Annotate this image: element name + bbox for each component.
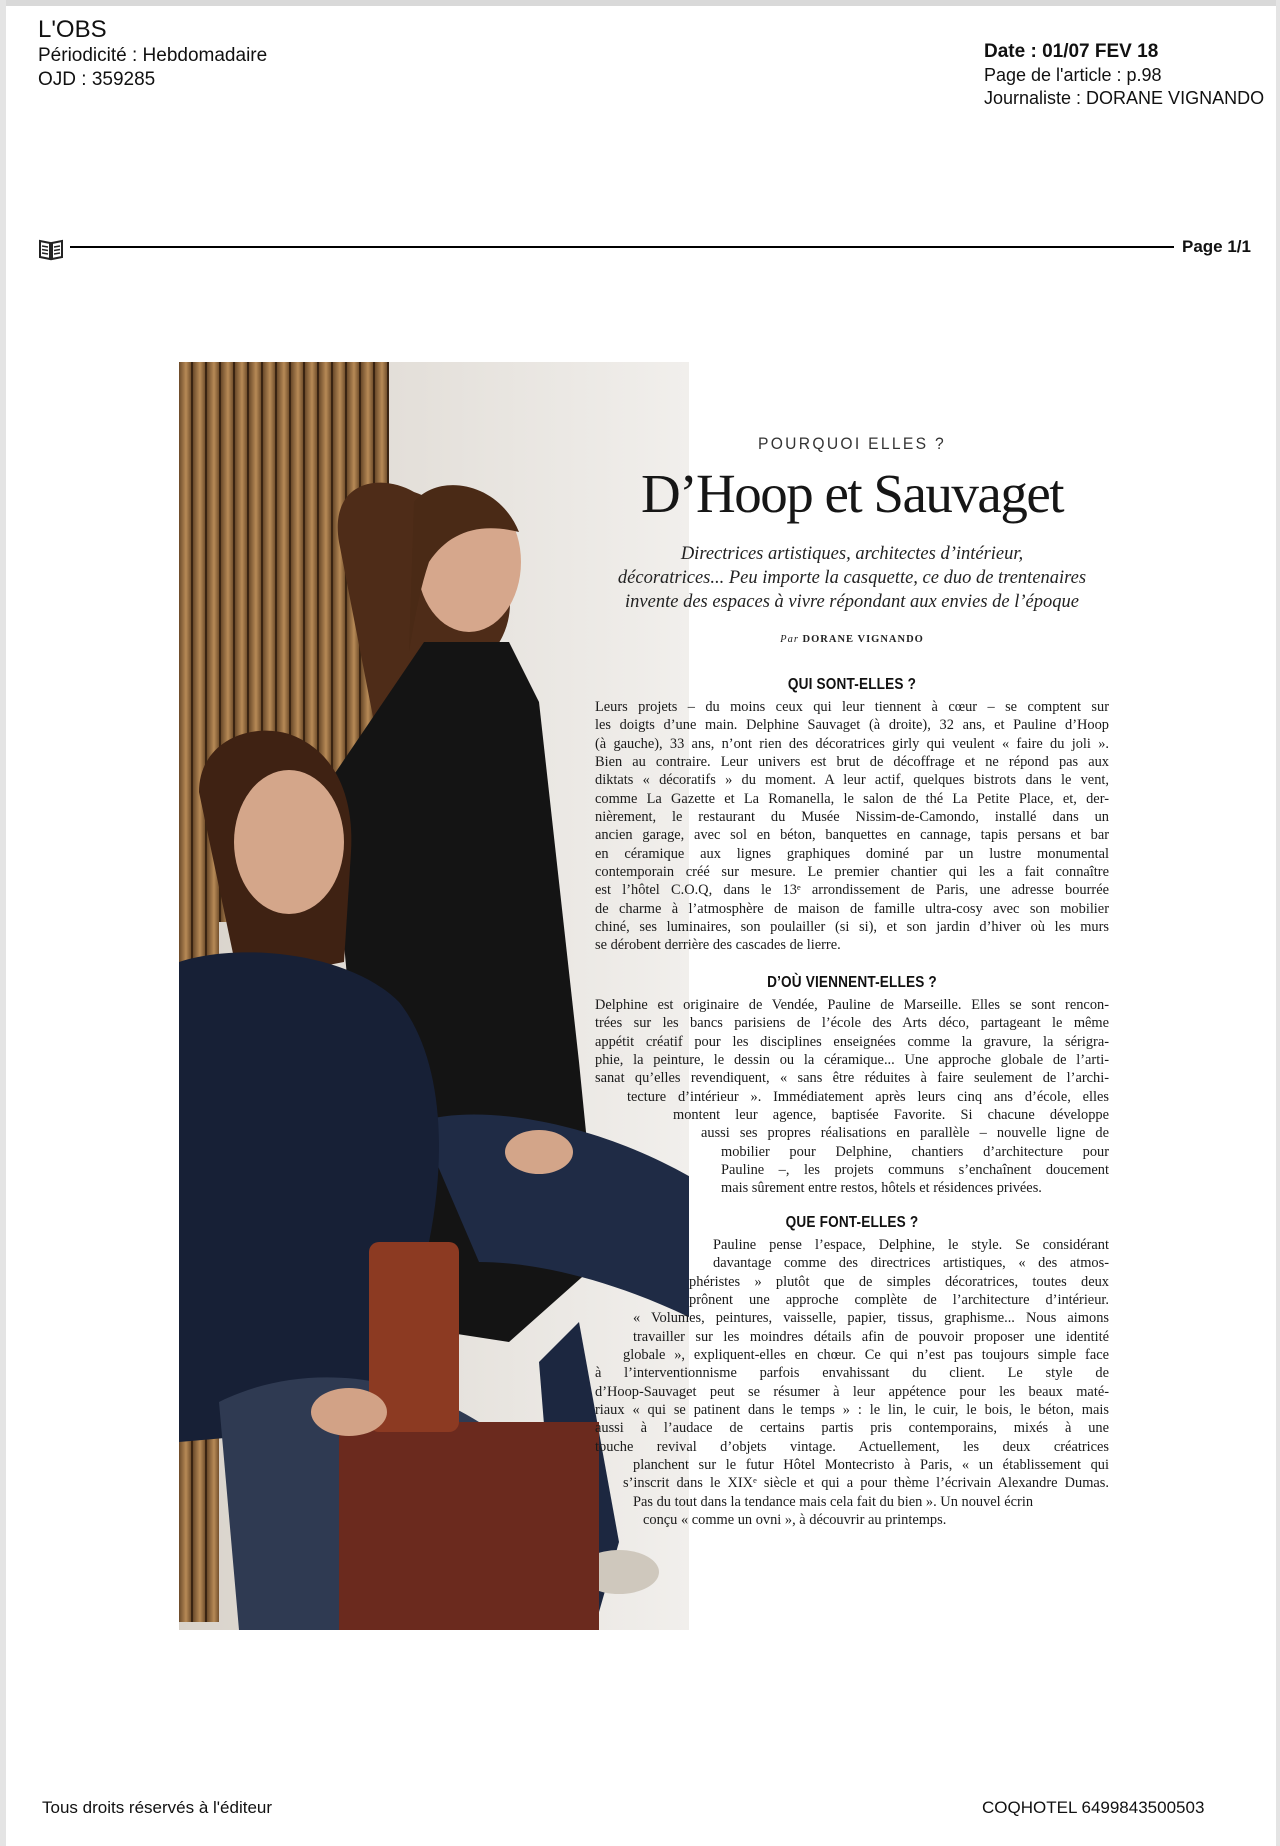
text-line: « Volumes, peintures, vaisselle, papier, tissus, graphisme... Nous aimons xyxy=(633,1310,1109,1327)
page-frame-top xyxy=(0,0,1280,6)
text-line: Pauline –, les projets communs s’enchaînent doucement xyxy=(721,1162,1109,1179)
text-line: globale », expliquent-elles en chœur. Ce qui n’est pas toujours simple face xyxy=(623,1347,1109,1364)
text-line: de charme à l’atmosphère de maison de famille ultra-cosy avec son mobilier xyxy=(595,900,1109,917)
text-line: trées sur les bancs parisiens de l’école des Arts déco, partageant le même xyxy=(595,1015,1109,1032)
byline-name: DORANE VIGNANDO xyxy=(802,634,924,645)
text-line: phéristes » plutôt que de simples décoratrices, toutes deux xyxy=(689,1273,1109,1290)
text-line: mais sûrement entre restos, hôtels et résidences privées. xyxy=(721,1180,1042,1197)
article-standfirst xyxy=(615,542,1089,614)
text-line: montent leur agence, baptisée Favorite. Si chacune développe xyxy=(673,1107,1109,1124)
text-line: aussi ses propres réalisations en parallèle – nouvelle ligne de xyxy=(701,1125,1109,1142)
text-line: Delphine est originaire de Vendée, Pauline de Marseille. Elles se sont rencon- xyxy=(595,997,1109,1013)
text-line: tecture d’intérieur ». Immédiatement après leurs cinq ans d’école, elles xyxy=(627,1088,1109,1105)
text-line: sanat qu’elles revendiquent, « sans être réduites à faire seulement de l’archi- xyxy=(595,1070,1109,1087)
page-frame-right xyxy=(1276,0,1280,1846)
section-text xyxy=(595,698,1109,955)
text-line: mobilier pour Delphine, chantiers d’architecture pour xyxy=(721,1143,1109,1160)
text-line: nièrement, le restaurant du Musée Nissim-de-Camondo, installé dans un xyxy=(595,809,1109,826)
section-heading: QUI SONT-ELLES ? xyxy=(787,676,917,693)
book-icon xyxy=(38,236,64,262)
publication-name: L'OBS xyxy=(38,16,107,43)
text-line: chiné, ses luminaires, son poulailler (si si), et son jardin d’hiver où les murs xyxy=(595,919,1109,936)
issue-date: Date : 01/07 FEV 18 xyxy=(984,41,1159,62)
text-line: conçu « comme un ovni », à découvrir au printemps. xyxy=(643,1512,947,1529)
text-line: Pauline pense l’espace, Delphine, le style. Se considérant xyxy=(713,1237,1109,1253)
text-line: est l’hôtel C.O.Q, dans le 13ᵉ arrondissement de Paris, une adresse bourrée xyxy=(595,882,1109,899)
text-line: se dérobent derrière des cascades de lierre. xyxy=(595,937,841,954)
text-line: planchent sur le futur Hôtel Montecristo à Paris, « un établissement qui xyxy=(633,1457,1109,1474)
text-line: contemporain créé sur mesure. Le premier chantier qui les a fait connaître xyxy=(595,864,1109,881)
page-frame-left xyxy=(0,0,6,1846)
text-line: comme La Gazette et La Romanella, le salon de thé La Petite Place, et, der- xyxy=(595,790,1109,807)
section-text xyxy=(595,1236,1109,1530)
text-line: en céramique aux lignes graphiques dominé par un lustre monumental xyxy=(595,845,1109,862)
section-text xyxy=(595,996,1109,1198)
page-number: Page 1/1 xyxy=(1182,237,1251,256)
byline-prefix: Par xyxy=(780,634,799,645)
standfirst-line: invente des espaces à vivre répondant aux envies de l’époque xyxy=(625,592,1079,612)
article-page: Page de l'article : p.98 xyxy=(984,65,1162,85)
ojd-count: OJD : 359285 xyxy=(38,69,156,90)
section-heading: QUE FONT-ELLES ? xyxy=(785,1214,919,1231)
text-line: appétit créatif pour les disciplines enseignées comme la gravure, la sérigra- xyxy=(595,1033,1109,1050)
text-line: Leurs projets – du moins ceux qui leur tiennent à cœur – se comptent sur xyxy=(595,699,1109,715)
article-byline xyxy=(595,634,1109,645)
text-line: s’inscrit dans le XIXᵉ siècle et qui a pour thème l’écrivain Alexandre Dumas. xyxy=(623,1475,1109,1492)
text-line: à l’interventionnisme parfois envahissant du client. Le style de xyxy=(595,1365,1109,1382)
text-line: d’Hoop-Sauvaget peut se résumer à leur appétence pour les beaux maté- xyxy=(595,1383,1109,1400)
article-kicker: POURQUOI ELLES ? xyxy=(757,434,947,453)
section-heading: D’OÙ VIENNENT-ELLES ? xyxy=(767,974,937,991)
standfirst-line: Directrices artistiques, architectes d’intérieur, xyxy=(680,544,1024,564)
text-line: diktats « décoratifs » du moment. A leur actif, quelques bistrots dans le vent, xyxy=(595,772,1109,789)
text-line: aussi à l’audace de certains partis pris contemporains, mixés à une xyxy=(595,1420,1109,1437)
text-line: davantage comme des directrices artistiques, « des atmos- xyxy=(713,1255,1109,1272)
text-line: Bien au contraire. Leur univers est brut de décoffrage et ne répond pas aux xyxy=(595,754,1109,771)
header-rule xyxy=(70,246,1174,248)
footer-reference: COQHOTEL 6499843500503 xyxy=(982,1798,1205,1817)
text-line: riaux « qui se patinent dans le temps » : le lin, le cuir, le bois, le béton, mais xyxy=(595,1402,1109,1419)
journalist: Journaliste : DORANE VIGNANDO xyxy=(984,88,1265,108)
standfirst-line: décoratrices... Peu importe la casquette, ce duo de trentenaires xyxy=(617,568,1087,588)
text-line: les doigts d’une main. Delphine Sauvaget (à droite), 32 ans, et Pauline d’Hoop xyxy=(595,717,1109,734)
text-line: ancien garage, avec sol en béton, banquettes en cannage, tapis persans et bar xyxy=(595,827,1109,844)
text-line: (à gauche), 33 ans, n’ont rien des décoratrices girly qui veulent « faire du joli ». xyxy=(595,735,1109,752)
periodicity: Périodicité : Hebdomadaire xyxy=(38,45,268,66)
text-line: touche revival d’objets vintage. Actuellement, les deux créatrices xyxy=(595,1438,1109,1455)
article-clipping xyxy=(179,362,1109,1630)
press-header-left xyxy=(38,16,267,92)
text-line: Pas du tout dans la tendance mais cela fait du bien ». Un nouvel écrin xyxy=(633,1493,1034,1510)
press-header-right xyxy=(984,40,1264,110)
text-line: phie, la peinture, le dessin ou la céramique... Une approche globale de l’arti- xyxy=(595,1052,1109,1069)
footer-rights: Tous droits réservés à l'éditeur xyxy=(42,1798,273,1817)
text-line: travailler sur les moindres détails afin de pouvoir proposer une identité xyxy=(633,1328,1109,1345)
text-line: prônent une approche complète de l’architecture d’intérieur. xyxy=(689,1292,1109,1309)
article-headline: D’Hoop et Sauvaget xyxy=(640,463,1064,524)
